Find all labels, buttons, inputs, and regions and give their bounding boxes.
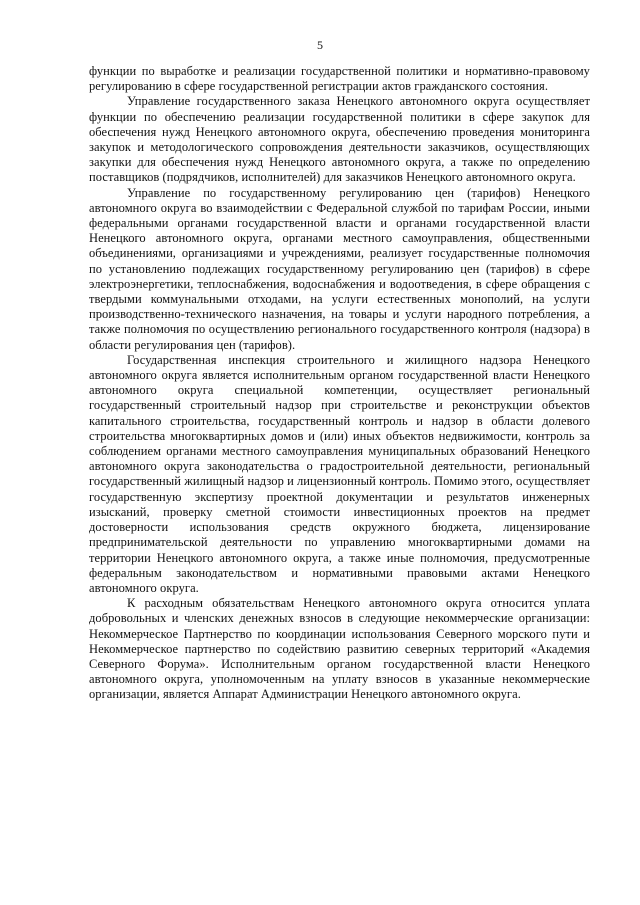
body-text bbox=[89, 64, 590, 703]
paragraph-continuation: функции по выработке и реализации государственной политики и нормативно-правовому регулированию в сфере государственной регистрации актов гражданского состояния. bbox=[89, 64, 590, 94]
paragraph-tariff-regulation: Управление по государственному регулированию цен (тарифов) Ненецкого автономного округа во взаимодействии с Федеральной службой по тарифам России, иными федеральными органами государственной власти и органами государственной власти Ненецкого автономного округа, органами местного самоуправления, общественными объединениями, организациями и учреждениями, реализует государственные полномочия по установлению подлежащих государственному регулированию цен (тарифов) в сфере электроэнергетики, теплоснабжения, водоснабжения и водоотведения, в сфере обращения с твердыми коммунальными отходами, на услуги естественных монополий, на услуги производственно-технического назначения, на товары и услуги народного потребления, а также полномочия по осуществлению регионального государственного контроля (надзора) в области регулирования цен (тарифов). bbox=[89, 185, 590, 352]
paragraph-construction-inspection: Государственная инспекция строительного и жилищного надзора Ненецкого автономного округа является исполнительным органом государственной власти Ненецкого автономного округа специальной компетенции, осуществляет региональный государственный строительный надзор при строительстве и реконструкции объектов капитального строительства, государственный контроль и надзор в области долевого строительства многоквартирных домов и (или) иных объектов недвижимости, контроль за соблюдением органами местного самоуправления муниципальных образований Ненецкого автономного округа законодательства о градостроительной деятельности, региональный государственный жилищный надзор и лицензионный контроль. Помимо этого, осуществляет государственную экспертизу проектной документации и результатов инженерных изысканий, проверку сметной стоимости инвестиционных проектов на предмет достоверности использования средств окружного бюджета, лицензирование предпринимательской деятельности по управлению многоквартирными домами на территории Ненецкого автономного округа, а также иные полномочия, предусмотренные федеральным законодательством и нормативными правовыми актами Ненецкого автономного округа. bbox=[89, 352, 590, 595]
paragraph-expenditure-obligations: К расходным обязательствам Ненецкого автономного округа относится уплата добровольных и членских денежных взносов в следующие некоммерческие организации: Некоммерческое Партнерство по координации использования Северного морского пути и Некоммерческое партнерство по содействию развитию северных территорий «Академия Северного Форума». Исполнительным органом государственной власти Ненецкого автономного округа, уполномоченным на уплату взносов в указанные некоммерческие организации, является Аппарат Администрации Ненецкого автономного округа. bbox=[89, 596, 590, 702]
page-number: 5 bbox=[317, 38, 323, 52]
paragraph-state-procurement: Управление государственного заказа Ненецкого автономного округа осуществляет функции по обеспечению реализации государственной политики в сфере закупок для обеспечения нужд Ненецкого автономного округа, обеспечению проведения мониторинга закупок и методологического сопровождения деятельности заказчиков, осуществляющих закупки для обеспечения нужд Ненецкого автономного округа, а также по определению поставщиков (подрядчиков, исполнителей) для заказчиков Ненецкого автономного округа. bbox=[89, 94, 590, 185]
